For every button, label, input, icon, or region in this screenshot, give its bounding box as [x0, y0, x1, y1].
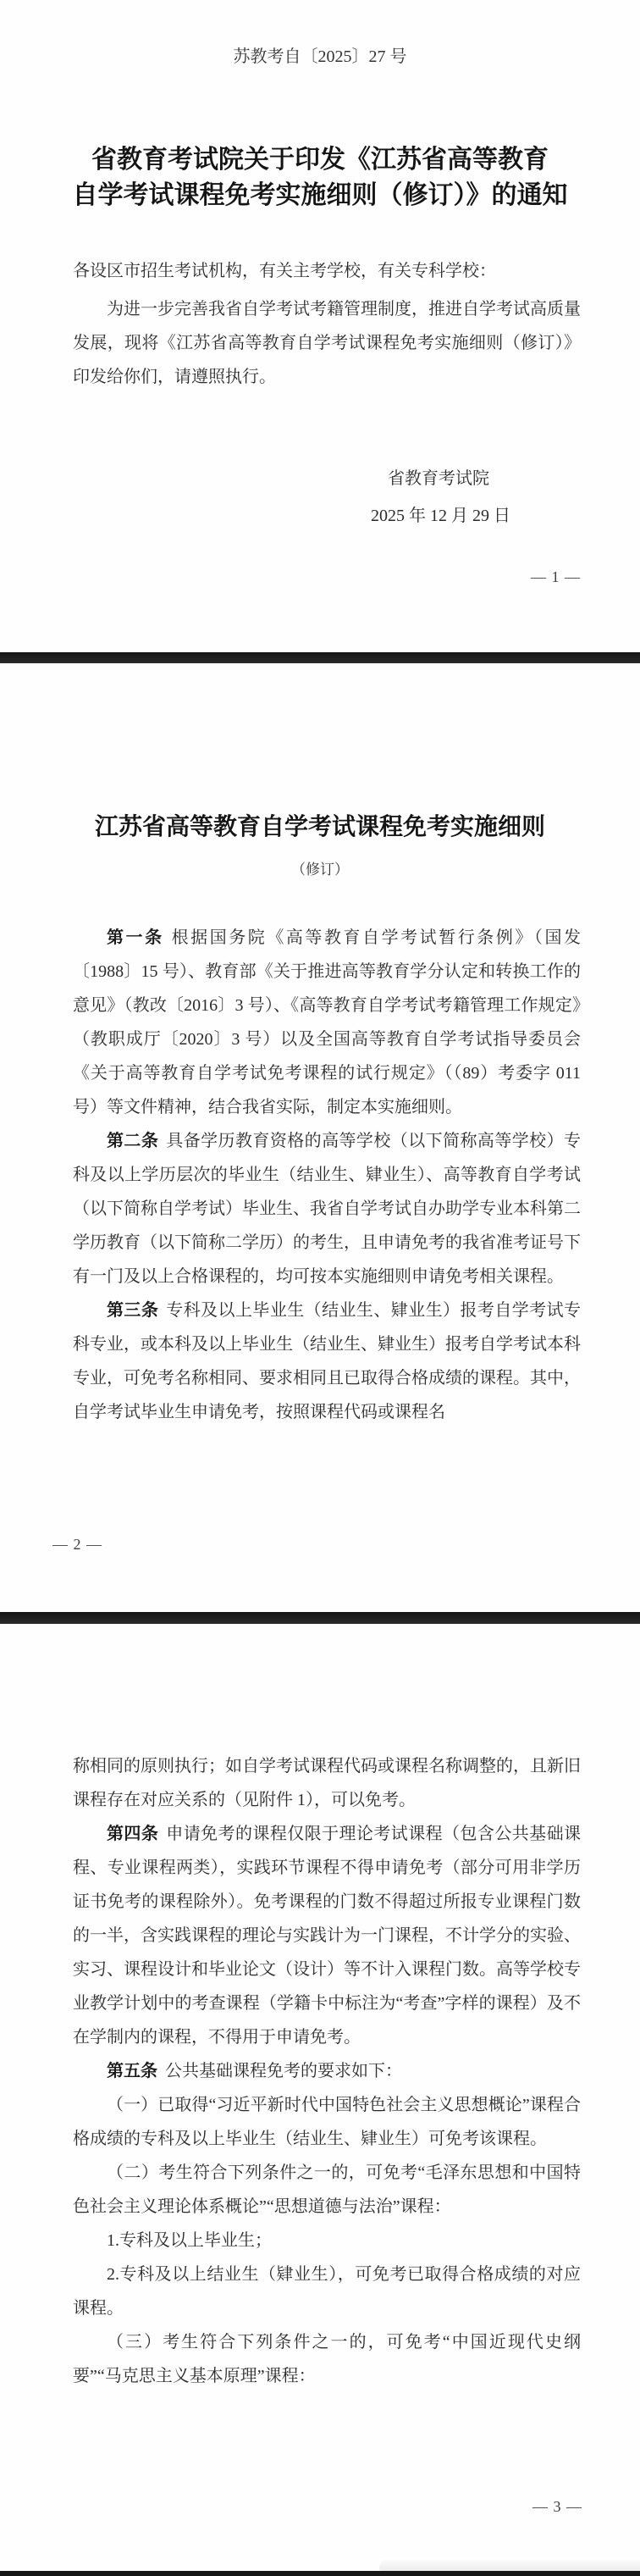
salutation: 各设区市招生考试机构，有关主考学校，有关专科学校： [73, 262, 496, 280]
doc-number: 苏教考自〔2025〕27 号 [233, 47, 407, 66]
issuer-name: 省教育考试院 [388, 469, 489, 488]
paragraph-text: （一）已取得“习近平新时代中国特色社会主义思想概论”课程合格成绩的专科及以上毕业生（结业生、肄业生）可免考该课程。 [73, 2096, 581, 2148]
horizontal-scrollbar-thumb[interactable] [379, 2560, 640, 2571]
paragraph [73, 2257, 581, 2325]
article-label: 第二条 [107, 1132, 159, 1150]
notice-title-line-1: 省教育考试院关于印发《江苏省高等教育 [91, 146, 549, 174]
paragraph-text: （二）考生符合下列条件之一的，可免考“毛泽东思想和中国特色社会主义理论体系概论”“思想道德与法治”课程： [73, 2163, 581, 2216]
paragraph [73, 1124, 581, 1294]
article-label: 第三条 [107, 1301, 159, 1320]
rules-subtitle: （修订） [291, 861, 349, 878]
page-2-body [73, 921, 581, 1429]
paragraph-text: 根据国务院《高等教育自学考试暂行条例》（国发〔1988〕15 号）、教育部《关于推进高等教育学分认定和转换工作的意见》（教改〔2016〕3 号）、《高等教育自学考试考籍管理工作规定》（教职成厅〔2020〕3 号）以及全国高等教育自学考试指导委员会《关于高等教育自学考试免考课程的试行规定》（（89）考委字 011 号）等文件精神，结合我省实际，制定本实施细则。 [73, 928, 581, 1116]
article-label: 第一条 [107, 928, 164, 947]
paragraph-text: 称相同的原则执行；如自学考试课程代码或课程名称调整的，且新旧课程存在对应关系的（见附件 1），可以免考。 [73, 1757, 581, 1809]
paragraph [73, 2088, 581, 2156]
page-3-body [73, 1749, 581, 2393]
notice-title-line-2: 自学考试课程免考实施细则（修订）》的通知 [72, 181, 568, 209]
paragraph-text: 具备学历教育资格的高等学校（以下简称高等学校）专科及以上学历层次的毕业生（结业生、肄业生）、高等教育自学考试（以下简称自学考试）毕业生、我省自学考试自办助学专业本科第二学历教育（以下简称二学历）的考生，且申请免考的我省准考证号下有一门及以上合格课程的，均可按本实施细则申请免考相关课程。 [73, 1132, 582, 1286]
article-label: 第四条 [107, 1825, 159, 1843]
paragraph-text: （三）考生符合下列条件之一的，可免考“中国近现代史纲要”“马克思主义基本原理”课程： [73, 2333, 581, 2385]
notice-title [0, 142, 640, 213]
paragraph [73, 1294, 581, 1429]
article-label: 第五条 [107, 2062, 157, 2080]
paragraph [73, 2156, 581, 2224]
page-number-1: — 1 — [531, 568, 581, 585]
page-number-3: — 3 — [532, 2498, 582, 2515]
paragraph-text: 1.专科及以上毕业生； [107, 2231, 272, 2250]
paragraph [73, 1817, 581, 2054]
page-number-2: — 2 — [52, 1536, 102, 1553]
paragraph [73, 1749, 581, 1817]
bottom-edge-bar [0, 2571, 640, 2576]
page-3 [0, 1624, 640, 2571]
paragraph-text: 专科及以上毕业生（结业生、肄业生）报考自学考试专科专业，或本科及以上毕业生（结业生、肄业生）报考自学考试本科专业，可免考名称相同、要求相同且已取得合格成绩的课程。其中，自学考试毕业生申请免考，按照课程代码或课程名 [73, 1301, 582, 1421]
paragraph [73, 2054, 581, 2088]
paragraph-text: 公共基础课程免考的要求如下： [165, 2062, 402, 2080]
paragraph [73, 921, 581, 1124]
page-separator [0, 1612, 640, 1624]
rules-title: 江苏省高等教育自学考试课程免考实施细则 [94, 814, 545, 840]
paragraph [73, 2224, 581, 2257]
paragraph-text: 2.专科及以上结业生（肄业生），可免考已取得合格成绩的对应课程。 [73, 2265, 581, 2318]
page-1 [0, 0, 640, 652]
page-separator [0, 652, 640, 663]
paragraph-text: 申请免考的课程仅限于理论考试课程（包含公共基础课程、专业课程两类），实践环节课程不得申请免考（部分可用非学历证书免考的课程除外）。免考课程的门数不得超过所报专业课程门数的一半，含实践课程的理论与实践计为一门课程，不计学分的实验、实习、课程设计和毕业论文（设计）等不计入课程门数。高等学校专业教学计划中的考查课程（学籍卡中标注为“考查”字样的课程）及不在学制内的课程，不得用于申请免考。 [73, 1825, 582, 2047]
paragraph [73, 2325, 581, 2393]
page-2 [0, 663, 640, 1612]
issue-date: 2025 年 12 月 29 日 [371, 507, 510, 525]
notice-body: 为进一步完善我省自学考试考籍管理制度，推进自学考试高质量发展，现将《江苏省高等教育自学考试课程免考实施细则（修订）》印发给你们，请遵照执行。 [73, 300, 581, 386]
